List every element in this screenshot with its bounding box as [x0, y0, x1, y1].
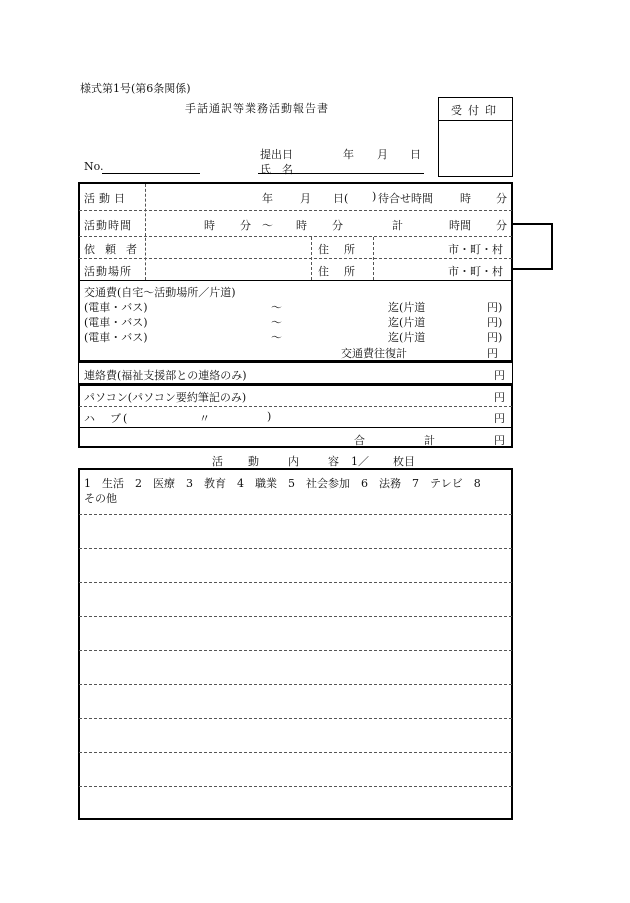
document-title: 手話通訳等業務活動報告書 [185, 102, 329, 115]
contact-fee-label: 連絡費(福祉支援部との連絡のみ) [84, 369, 247, 382]
transport-tilde-2: ～ [271, 316, 282, 329]
writing-line [79, 548, 512, 549]
transport-mode-2: (電車・バス) [84, 316, 148, 329]
content-heading-1: 活 [212, 455, 223, 468]
writing-line [79, 684, 512, 685]
total-minute-label: 分 [496, 219, 507, 232]
total-hours-unit: 時間 [449, 219, 471, 232]
harp-fee-yen: 円 [494, 412, 505, 425]
transport-tilde-3: ～ [271, 331, 282, 344]
activity-place-label: 活動場所 [84, 265, 132, 278]
pc-fee-label: パソコン(パソコン要約筆記のみ) [84, 391, 247, 404]
meeting-time-label: 待合せ時間 [378, 192, 433, 205]
category-other: その他 [84, 492, 117, 505]
activity-content-box [78, 468, 513, 820]
time-range-tilde: ～ [262, 219, 273, 232]
transport-mode-1: (電車・バス) [84, 301, 148, 314]
round-trip-label: 交通費往復計 [341, 347, 407, 360]
writing-line [79, 752, 512, 753]
transport-label: 交通費(自宅～活動場所／片道) [84, 286, 236, 299]
submit-date-label: 提出日 [260, 148, 293, 161]
harp-fee-label: ハ ブ( [84, 412, 130, 425]
form-number: 様式第1号(第6条関係) [80, 82, 191, 95]
transport-until-3: 迄(片道 [388, 331, 426, 344]
writing-line [79, 786, 512, 787]
writing-line [79, 582, 512, 583]
end-minute-label: 分 [332, 219, 343, 232]
end-hour-label: 時 [296, 219, 307, 232]
contact-fee-yen: 円 [494, 369, 505, 382]
transport-until-2: 迄(片道 [388, 316, 426, 329]
content-heading-3: 内 [288, 455, 299, 468]
place-address-label: 住 所 [318, 265, 357, 278]
meeting-hour-label: 時 [460, 192, 471, 205]
activity-month-label: 月 [300, 192, 311, 205]
transport-yen-2: 円) [487, 316, 503, 329]
writing-line [79, 718, 512, 719]
start-minute-label: 分 [240, 219, 251, 232]
category-list: 1 生活 2 医療 3 教育 4 職業 5 社会参加 6 法務 7 テレビ 8 [84, 477, 481, 490]
total-yen: 円 [494, 434, 505, 447]
harp-close: ) [267, 410, 272, 423]
activity-year-label: 年 [262, 192, 273, 205]
requester-city-label: 市・町・村 [448, 243, 503, 256]
submit-month-label: 月 [377, 148, 388, 161]
bracket-line [551, 223, 553, 270]
meeting-minute-label: 分 [496, 192, 507, 205]
writing-line [79, 650, 512, 651]
total-label: 合 [354, 434, 365, 447]
page-number: 1／ [351, 455, 369, 468]
activity-day-label: 日( [333, 192, 349, 205]
transport-until-1: 迄(片道 [388, 301, 426, 314]
requester-address-label: 住 所 [318, 243, 357, 256]
start-hour-label: 時 [204, 219, 215, 232]
sheets-label: 枚目 [393, 455, 415, 468]
transport-yen-1: 円) [487, 301, 503, 314]
round-trip-yen: 円 [487, 347, 498, 360]
place-city-label: 市・町・村 [448, 265, 503, 278]
writing-line [79, 616, 512, 617]
no-field-line [102, 173, 200, 174]
pc-fee-yen: 円 [494, 391, 505, 404]
writing-line [79, 514, 512, 515]
content-heading-2: 動 [248, 455, 259, 468]
stamp-label: 受付印 [451, 104, 502, 117]
name-field-line [258, 173, 424, 174]
activity-date-label: 活動日 [84, 192, 129, 205]
submit-day-label: 日 [410, 148, 421, 161]
submit-year-label: 年 [343, 148, 354, 161]
activity-time-label: 活動時間 [84, 219, 132, 232]
name-label: 氏 名 [260, 163, 293, 176]
activity-weekday-close: ) [372, 190, 377, 203]
total-label-2: 計 [424, 434, 435, 447]
content-heading-4: 容 [328, 455, 339, 468]
transport-mode-3: (電車・バス) [84, 331, 148, 344]
transport-yen-3: 円) [487, 331, 503, 344]
transport-tilde-1: ～ [271, 301, 282, 314]
requester-label: 依頼者 [84, 243, 147, 256]
no-label: No. [84, 160, 104, 173]
total-time-label: 計 [392, 219, 403, 232]
harp-ditto: 〃 [199, 412, 210, 425]
